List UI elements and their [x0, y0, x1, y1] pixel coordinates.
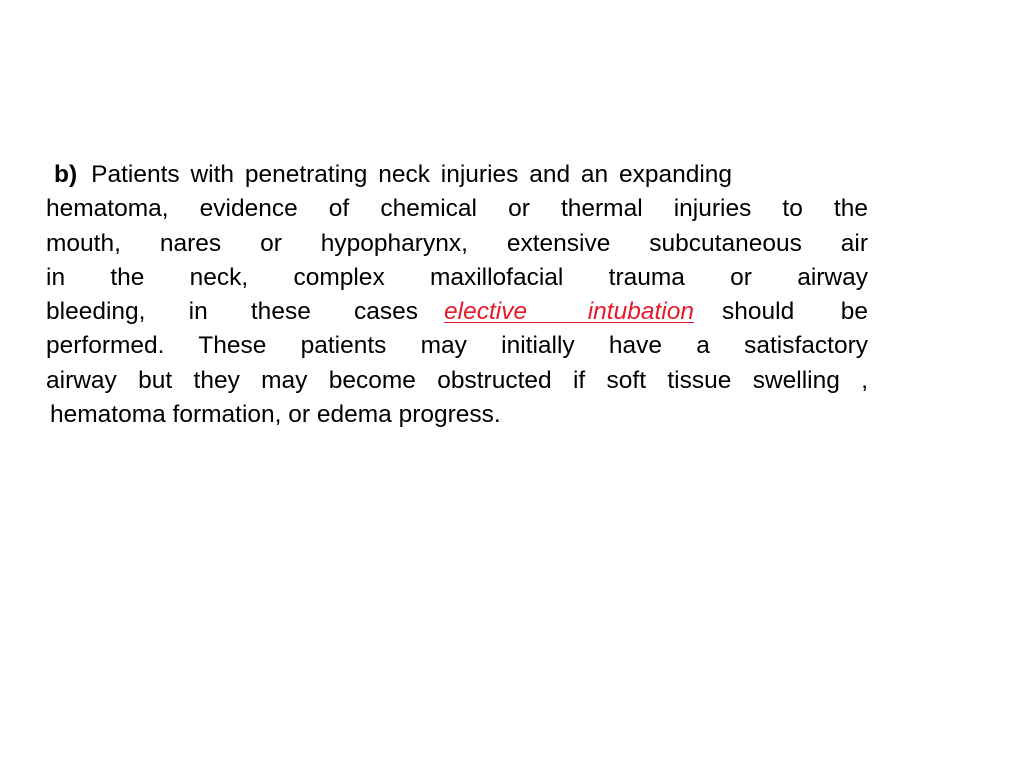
paragraph-line-2	[46, 192, 868, 226]
paragraph-line-1	[46, 158, 868, 192]
paragraph-line-4	[46, 261, 868, 295]
paragraph-line-7	[46, 364, 868, 398]
paragraph-line-5	[46, 295, 868, 329]
paragraph-line-8	[46, 398, 868, 432]
line-text: Patients with penetrating neck injuries and an expanding	[91, 161, 733, 188]
line-text: in the neck, complex maxillofacial trauma or airway	[46, 263, 868, 291]
line-text-after: should be	[722, 298, 868, 326]
elective-intubation-highlight: elective intubation	[444, 298, 694, 326]
line-text: hematoma, evidence of chemical or thermal injuries to the	[46, 195, 868, 223]
paragraph-line-6	[46, 329, 868, 363]
line-text: mouth, nares or hypopharynx, extensive subcutaneous air	[46, 229, 868, 257]
line-text: performed. These patients may initially have a satisfactory	[46, 332, 868, 360]
paragraph-label: b)	[54, 161, 78, 188]
line-text: airway but they may become obstructed if soft tissue swelling ,	[46, 366, 868, 394]
paragraph-line-3	[46, 227, 868, 261]
line-text: hematoma formation, or edema progress.	[50, 401, 501, 429]
paragraph-b	[46, 158, 868, 432]
line-text-before: bleeding, in these cases	[46, 298, 418, 326]
